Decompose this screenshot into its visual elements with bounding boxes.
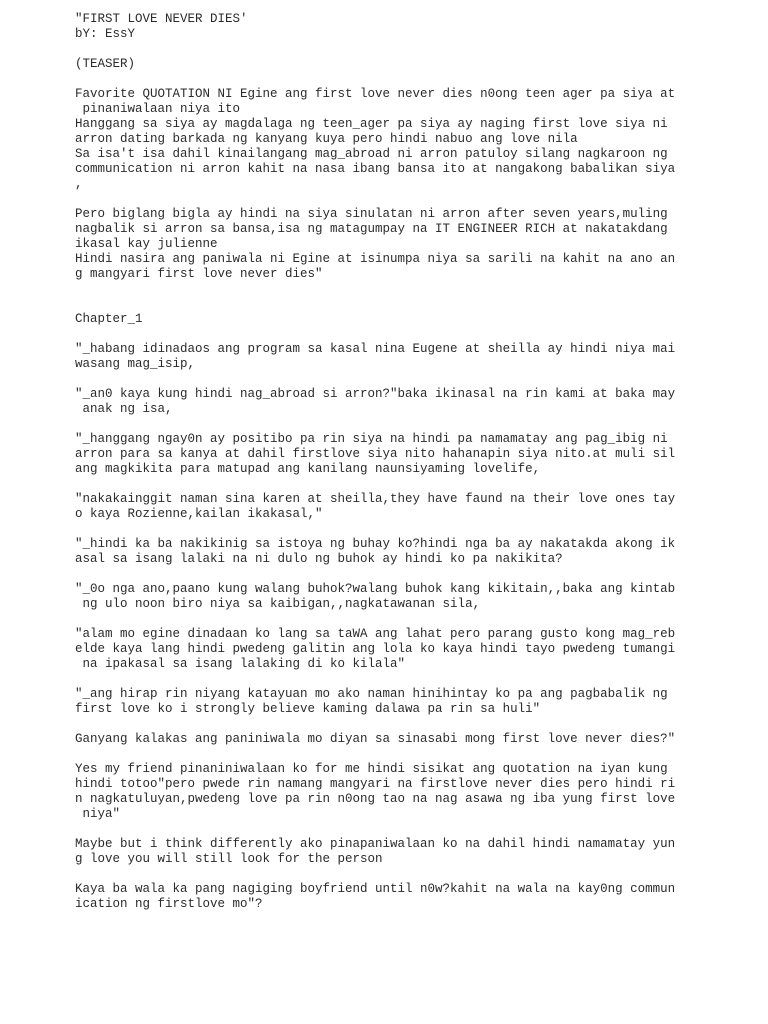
chapter-paragraph: "_ang hirap rin niyang katayuan mo ako naman hinihintay ko pa ang pagbabalik ng first love ko i strongly believe kaming dalawa pa rin sa huli"	[75, 687, 668, 716]
chapter-paragraph: "nakakainggit naman sina karen at sheilla,they have faund na their love ones tay o kaya Rozienne,kailan ikakasal,"	[75, 492, 676, 521]
chapter-paragraph: Ganyang kalakas ang paniniwala mo diyan sa sinasabi mong first love never dies?"	[75, 732, 676, 746]
cut-off-next-line	[75, 1018, 375, 1024]
teaser-label: (TEASER)	[75, 57, 136, 71]
chapter-paragraph: Maybe but i think differently ako pinapaniwalaan ko na dahil hindi namamatay yun g love you will still look for the person	[75, 837, 676, 866]
chapter-paragraph: "_habang idinadaos ang program sa kasal nina Eugene at sheilla ay hindi niya mai wasang mag_isip,	[75, 342, 676, 371]
chapter-paragraph: "_an0 kaya kung hindi nag_abroad si arron?"baka ikinasal na rin kami at baka may anak ng isa,	[75, 387, 676, 416]
teaser-paragraph: Favorite QUOTATION NI Egine ang first love never dies n0ong teen ager pa siya at pinaniwalaan niya ito Hanggang sa siya ay magdalaga ng teen_ager pa siya ay naging first love siya ni arron dating barkada ng kanyang kuya pero hindi nabuo ang love nila Sa isa't isa dahil kinailangang mag_abroad ni arron patuloy silang nagkaroon ng communication ni arron kahit na nasa ibang bansa ito at nangakong babalikan siya ,	[75, 87, 676, 191]
chapter-paragraph: "_hindi ka ba nakikinig sa istoya ng buhay ko?hindi nga ba ay nakatakda akong ik asal sa isang lalaki na ni dulo ng buhok ay hindi ko pa nakikita?	[75, 537, 676, 566]
chapter-paragraph: "_0o nga ano,paano kung walang buhok?walang buhok kang kikitain,,baka ang kintab ng ulo noon biro niya sa kaibigan,,nagkatawanan sila,	[75, 582, 676, 611]
chapter-paragraph: Yes my friend pinaniniwalaan ko for me hindi sisikat ang quotation na iyan kung hindi totoo"pero pwede rin namang mangyari na firstlove never dies pero hindi ri n nagkatuluyan,pwedeng love pa rin n0ong tao na nag asawa ng iba yung first love niya"	[75, 762, 676, 821]
document-page	[75, 12, 695, 912]
story-author: bY: EssY	[75, 27, 136, 41]
chapter-paragraph: "_hanggang ngay0n ay positibo pa rin siya na hindi pa namamatay ang pag_ibig ni arron para sa kanya at dahil firstlove siya nito hahanapin siya nito.at muli sil ang magkikita para matupad ang kanilang naunsiyaming lovelife,	[75, 432, 676, 476]
chapter-paragraph: Kaya ba wala ka pang nagiging boyfriend until n0w?kahit na wala na kay0ng commun ication ng firstlove mo"?	[75, 882, 676, 911]
teaser-paragraph: Pero biglang bigla ay hindi na siya sinulatan ni arron after seven years,muling nagbalik si arron sa bansa,isa ng matagumpay na IT ENGINEER RICH at nakatakdang ikasal kay julienne Hindi nasira ang paniwala ni Egine at isinumpa niya sa sarili na kahit na ano an g mangyari first love never dies"	[75, 207, 676, 281]
chapter-paragraph: "alam mo egine dinadaan ko lang sa taWA ang lahat pero parang gusto kong mag_reb elde kaya lang hindi pwedeng galitin ang lola ko kaya hindi tayo pwedeng tumangi na ipakasal sa isang lalaking di ko kilala"	[75, 627, 676, 671]
story-title: "FIRST LOVE NEVER DIES'	[75, 12, 248, 26]
chapter-heading: Chapter_1	[75, 312, 143, 326]
